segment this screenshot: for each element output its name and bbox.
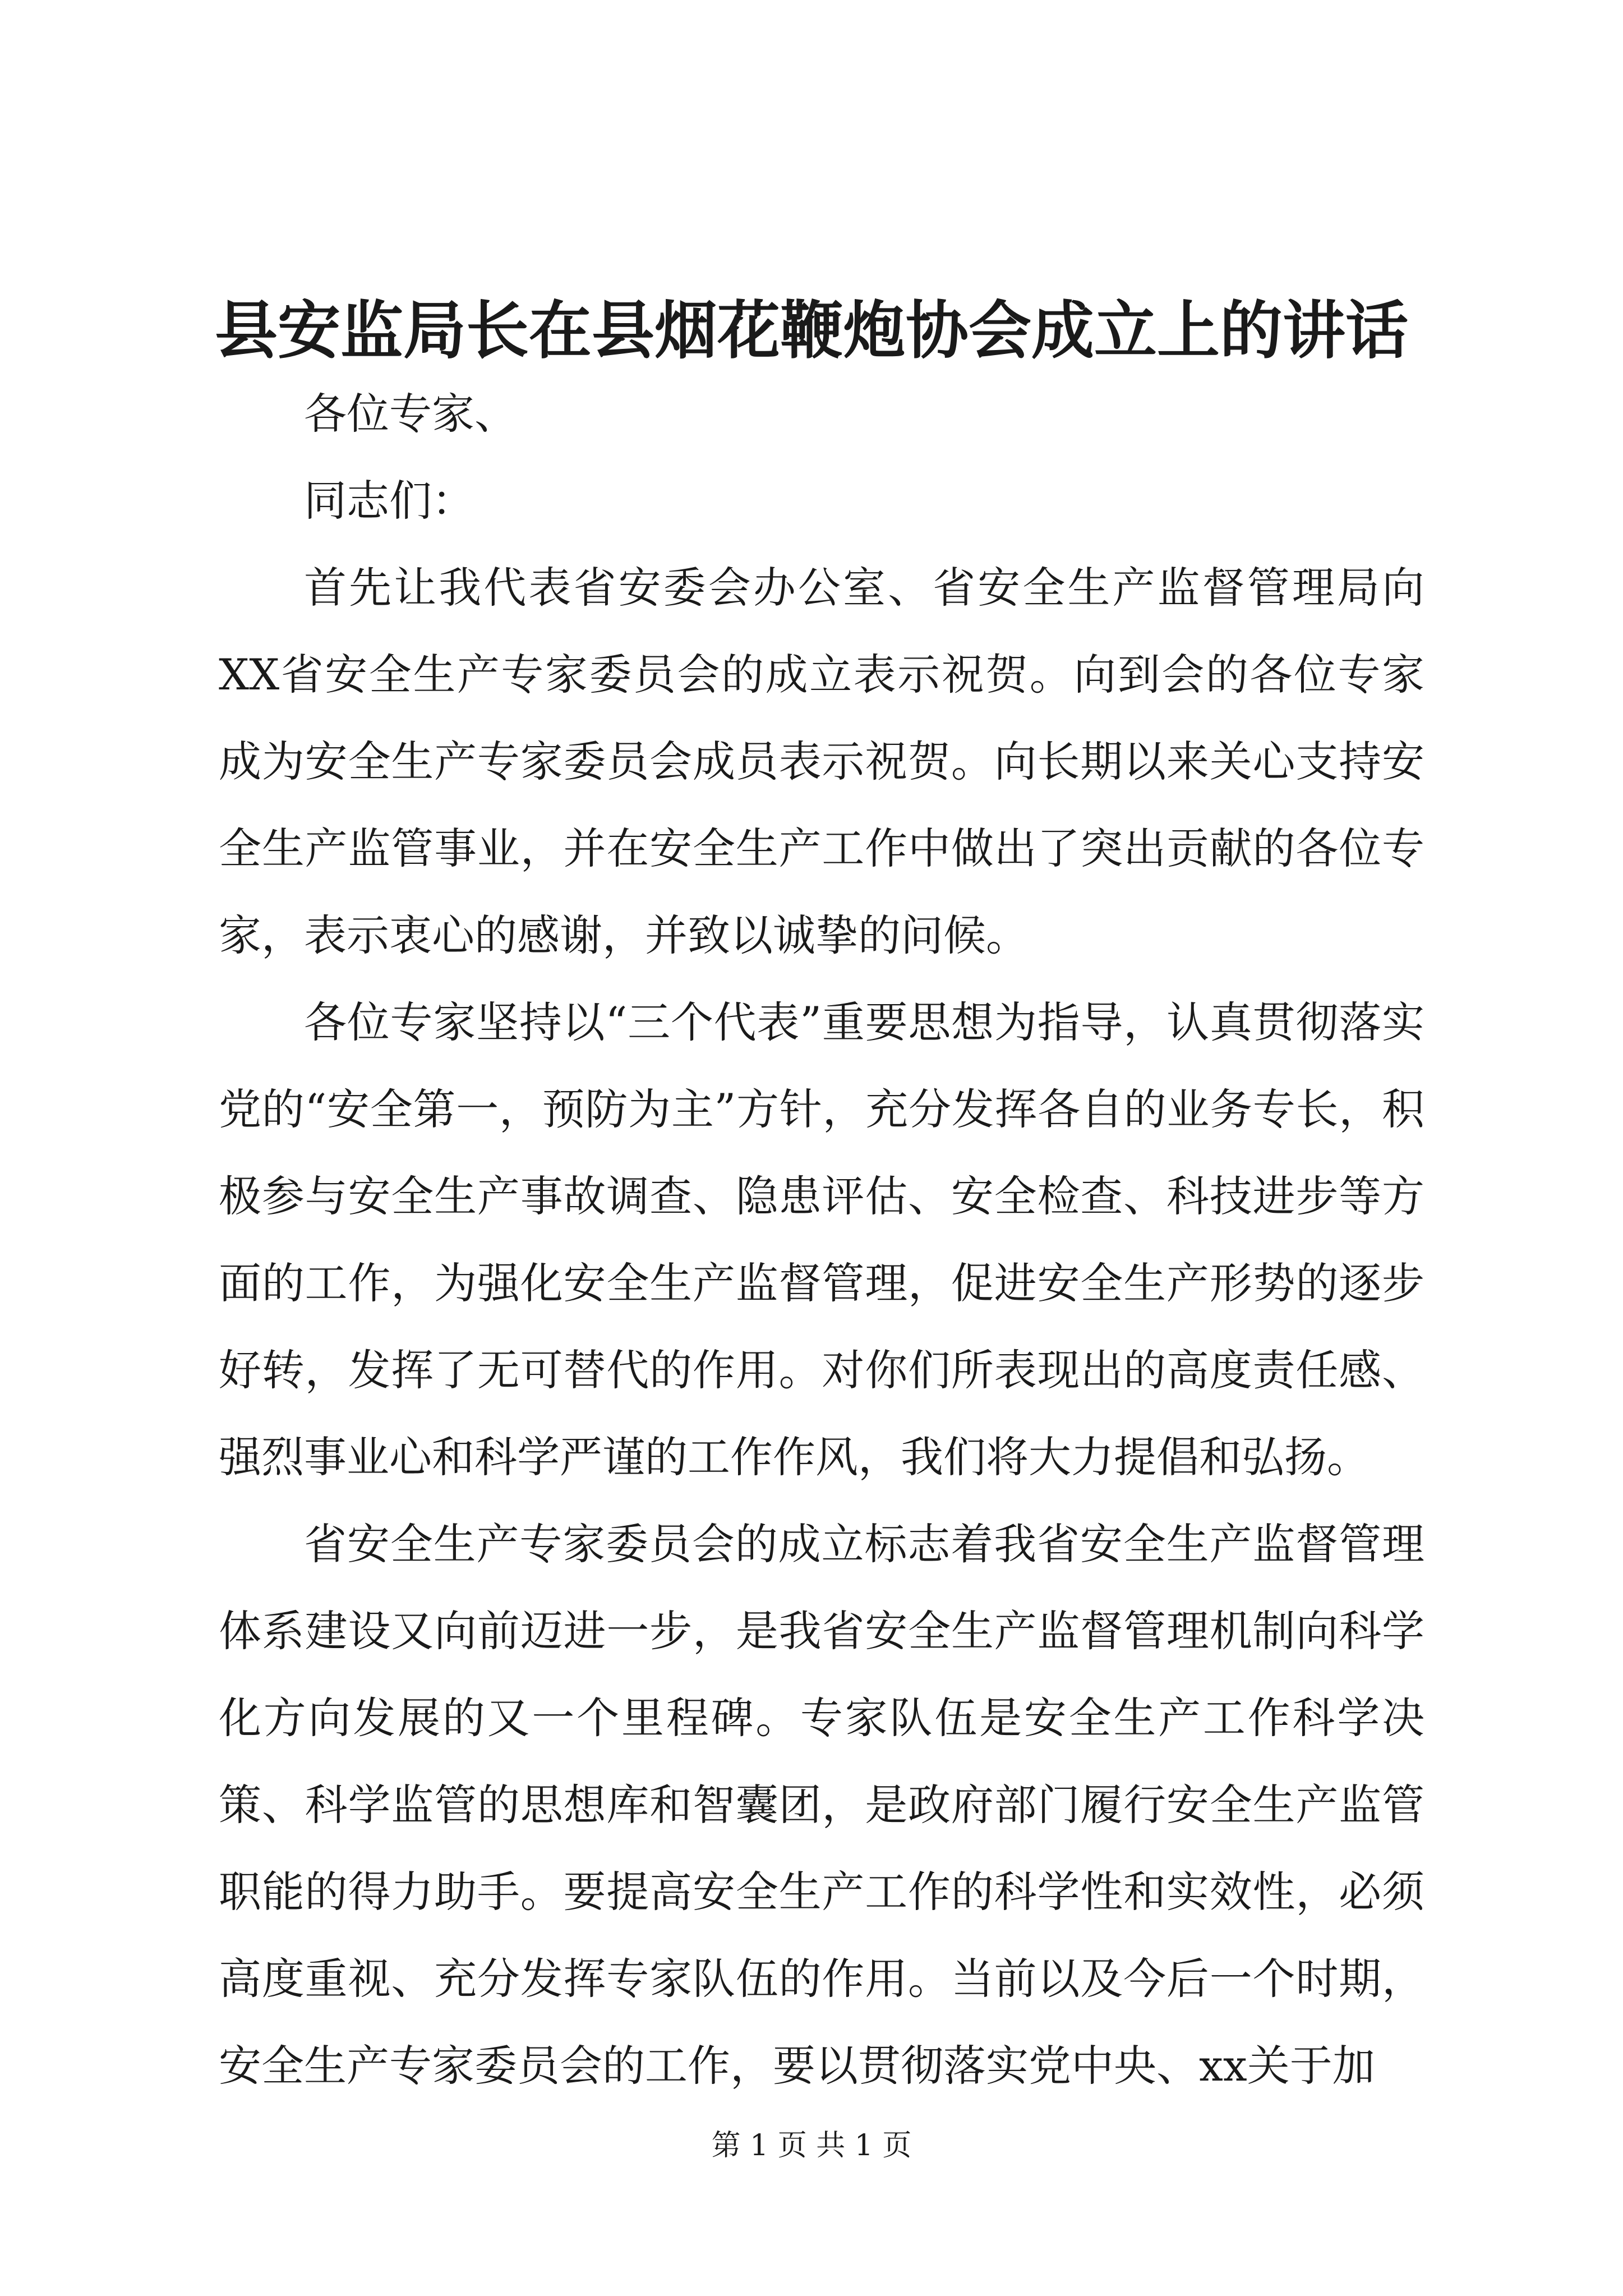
page-footer: 第 1 页 共 1 页: [711, 2129, 912, 2162]
document-body: [219, 370, 1424, 2109]
document-title: 县安监局长在县烟花鞭炮协会成立上的讲话: [215, 294, 1408, 367]
salutation-line-1: 各位专家、: [304, 389, 517, 439]
paragraph-2: 各位专家坚持以“三个代表”重要思想为指导，认真贯彻落实党的“安全第一，预防为主”方针，充分发挥各自的业务专长，积极参与安全生产事故调查、隐患评估、安全检查、科技进步等方面的工作，为强化安全生产监督管理，促进安全生产形势的逐步好转，发挥了无可替代的作用。对你们所表现出的高度责任感、强烈事业心和科学严谨的工作作风，我们将大力提倡和弘扬。: [219, 997, 1424, 1482]
paragraph-1: 首先让我代表省安委会办公室、省安全生产监督管理局向XX省安全生产专家委员会的成立表示祝贺。向到会的各位专家成为安全生产专家委员会成员表示祝贺。向长期以来关心支持安全生产监管事业，并在安全生产工作中做出了突出贡献的各位专家，表示衷心的感谢，并致以诚挚的问候。: [219, 563, 1424, 960]
salutation-line-2: 同志们：: [304, 476, 474, 526]
paragraph-3: 省安全生产专家委员会的成立标志着我省安全生产监督管理体系建设又向前迈进一步，是我省安全生产监督管理机制向科学化方向发展的又一个里程碑。专家队伍是安全生产工作科学决策、科学监管的思想库和智囊团，是政府部门履行安全生产监管职能的得力助手。要提高安全生产工作的科学性和实效性，必须高度重视、充分发挥专家队伍的作用。当前以及今后一个时期，安全生产专家委员会的工作，要以贯彻落实党中央、xx关于加: [219, 1519, 1424, 2091]
